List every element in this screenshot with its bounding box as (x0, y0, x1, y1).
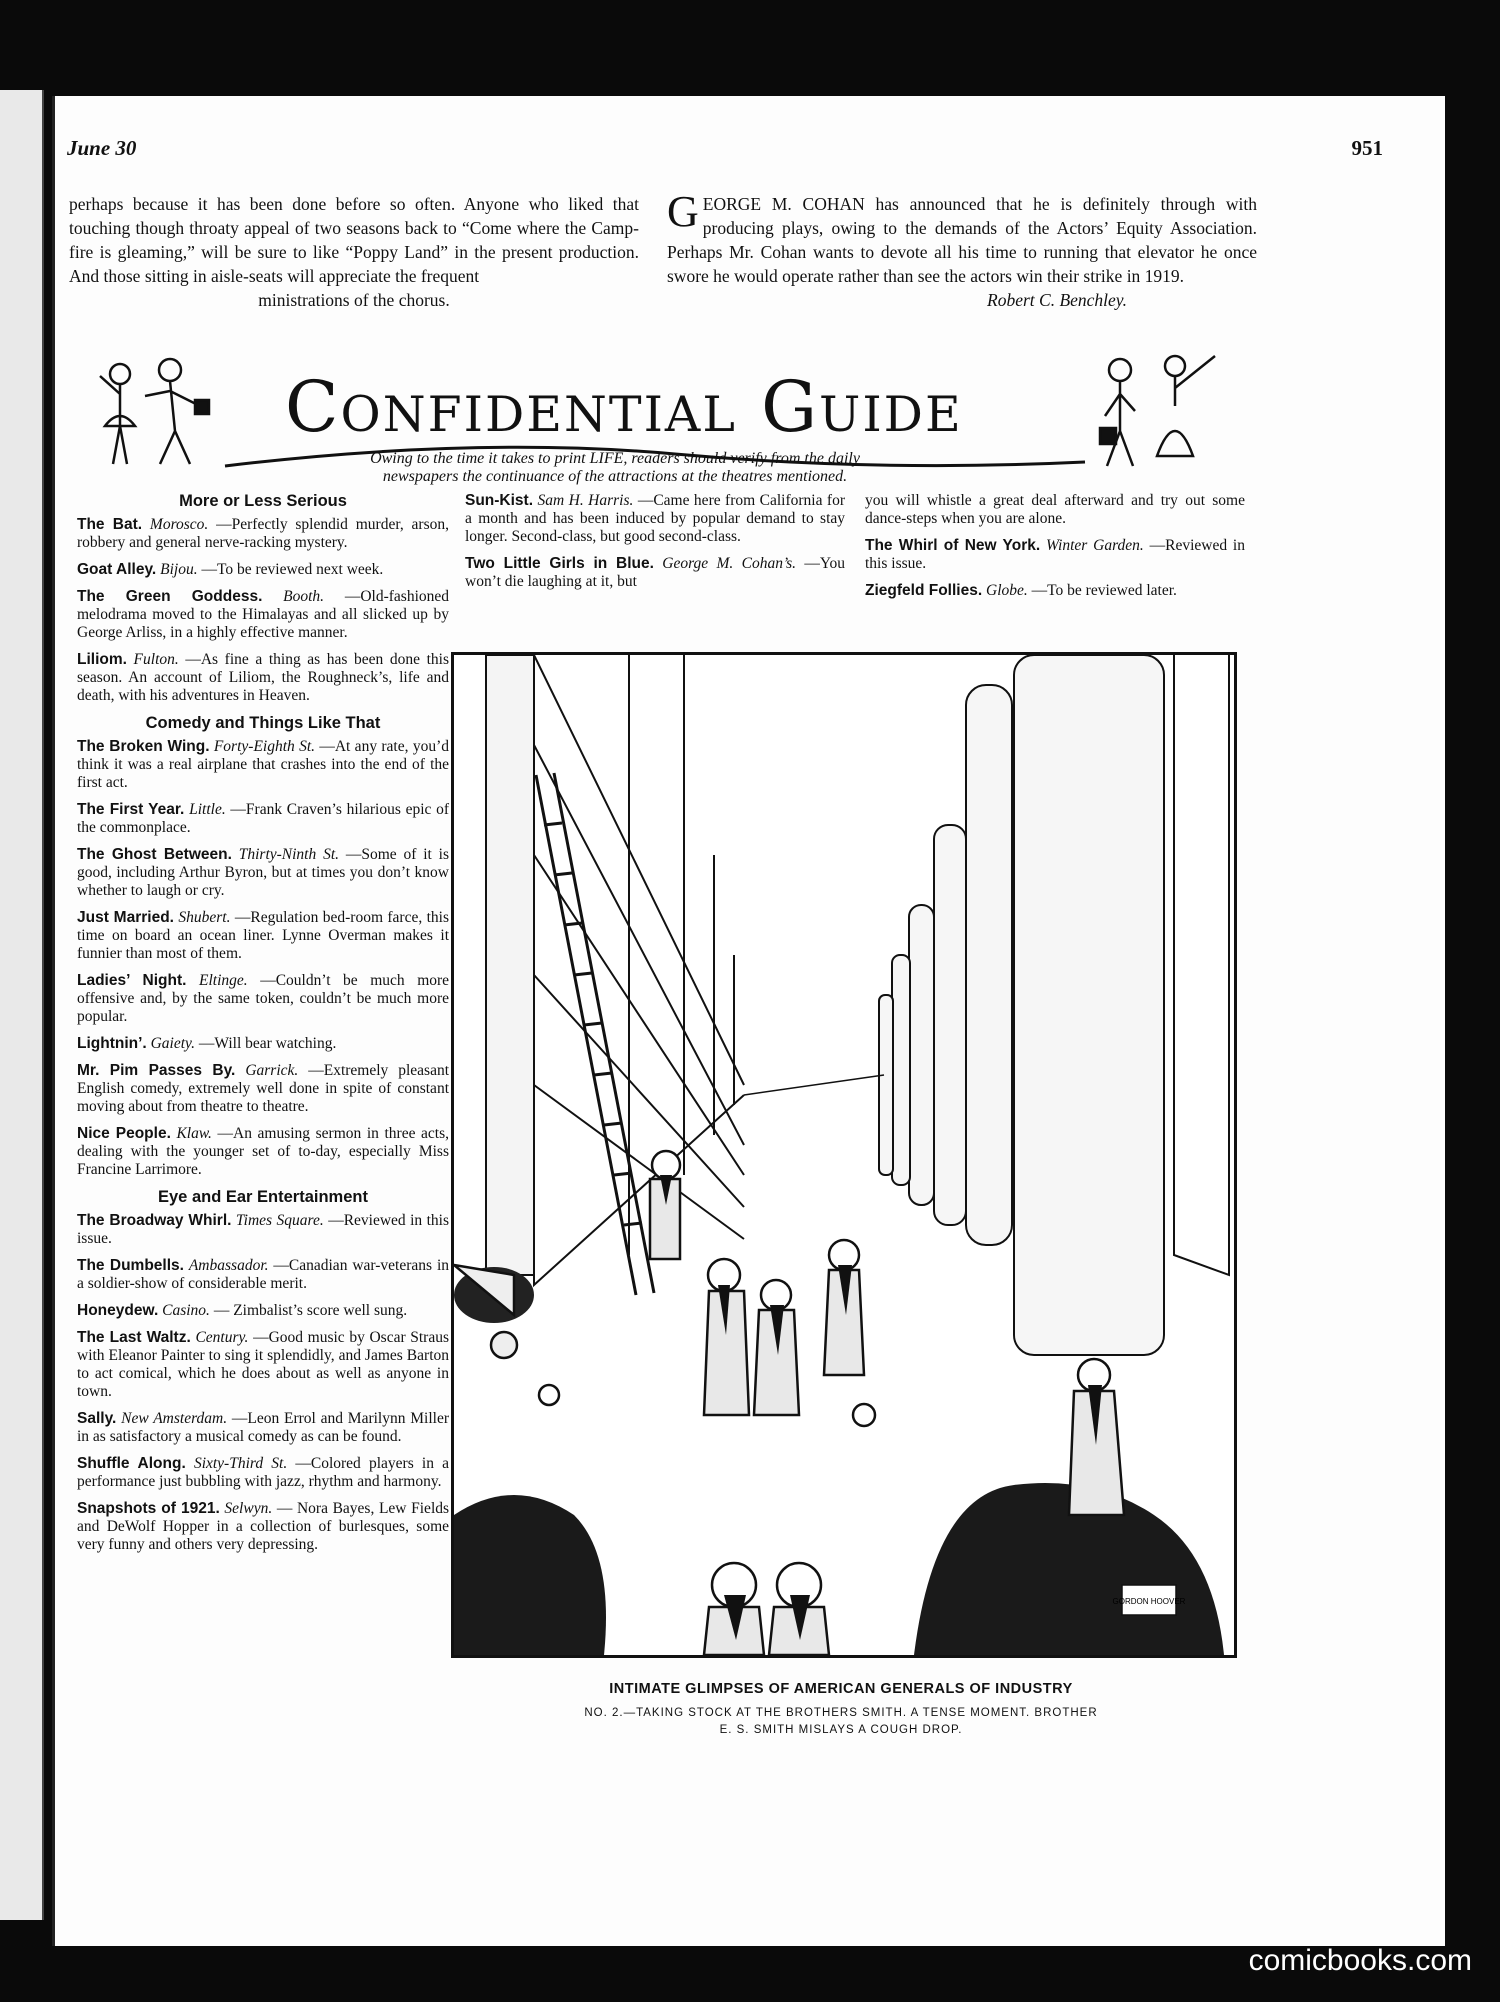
show-title: Two Little Girls in Blue. (465, 555, 654, 572)
listings-middle-column (465, 492, 845, 600)
cartoon-illustration (451, 652, 1237, 1658)
listing-entry (865, 492, 1245, 528)
caption-line-1: NO. 2.—TAKING STOCK AT THE BROTHERS SMITH. A TENSE MOMENT. BROTHER (584, 1707, 1098, 1719)
show-title: Ziegfeld Follies. (865, 582, 983, 599)
theatre-name: Winter Garden. (1045, 537, 1144, 554)
listing-entry (77, 846, 449, 900)
listing-description: —An amusing sermon in three acts, dealing with the younger set of to-day, especially Miss Francine Larrimore. (77, 1125, 450, 1178)
listing-entry (865, 582, 1245, 600)
listing-description: —Good music by Oscar Straus with Eleanor Painter to sing it splendidly, and James Barton to act comical, which he does about as well as anyone in town. (77, 1329, 450, 1400)
confidential-guide-banner (75, 336, 1275, 486)
listing-description: you will whistle a great deal afterward and try out some dance-steps when you are alone. (865, 492, 1245, 527)
listing-entry (77, 1455, 449, 1491)
listing-description: — Zimbalist’s score well sung. (213, 1302, 408, 1319)
review-last-line: ministrations of the chorus. (258, 290, 450, 310)
show-title: Honeydew. (77, 1302, 159, 1319)
cohan-note (667, 187, 1257, 312)
show-title: The Dumbells. (77, 1257, 184, 1274)
listing-description: —Perfectly splendid murder, arson, robbery and general nerve-racking mystery. (77, 516, 449, 551)
show-title: The Broken Wing. (77, 738, 210, 755)
section-heading: Eye and Ear Entertainment (158, 1188, 368, 1206)
listing-entry (77, 1212, 449, 1248)
show-title: Snapshots of 1921. (77, 1500, 220, 1517)
listing-description: —To be reviewed next week. (201, 561, 384, 578)
guide-title: Confidential Guide (285, 366, 963, 448)
listing-description: —Some of it is good, including Arthur Byron, but at times you don’t know whether to laugh or cry. (77, 846, 449, 899)
listing-description: — Nora Bayes, Lew Fields and DeWolf Hopper in a collection of burlesques, some very funny and others very depressing. (77, 1500, 450, 1553)
theatre-name: Selwyn. (224, 1500, 273, 1517)
review-paragraph: perhaps because it has been done before so often. Anyone who liked that touching though throaty appeal of two seasons back to “Come where the Camp-fire is gleaming,” will be sure to like “Poppy Land” in the present production. And those sitting in aisle-seats will appreciate the frequent (69, 194, 639, 286)
show-title: Liliom. (77, 651, 127, 668)
theatre-name: Forty-Eighth St. (213, 738, 316, 755)
theatre-name: Ambassador. (188, 1257, 269, 1274)
listing-description: —Old-fashioned melodrama moved to the Himalayas and all slicked up by George Arliss, in a highly effective manner. (77, 588, 449, 641)
listing-entry (77, 1257, 449, 1293)
theatre-name: Thirty-Ninth St. (238, 846, 340, 863)
listing-description: —You won’t die laughing at it, but (465, 555, 846, 590)
review-continuation (69, 192, 639, 312)
listing-description: —Canadian war-veterans in a soldier-show of considerable merit. (77, 1257, 449, 1292)
listing-description: —As fine a thing as has been done this season. An account of Liliom, the Roughneck’s, life and death, with his adventures in Heaven. (77, 651, 449, 704)
left-couple-illustration (100, 359, 209, 464)
show-title: Just Married. (77, 909, 174, 926)
magazine-page (52, 96, 1445, 1946)
listing-description: —Colored players in a performance just bubbling with jazz, rhythm and harmony. (77, 1455, 450, 1490)
listing-entry (77, 588, 449, 642)
theatre-name: Times Square. (235, 1212, 324, 1229)
theatre-name: Gaiety. (150, 1035, 195, 1052)
right-couple-illustration (1100, 356, 1215, 466)
listing-entry (77, 651, 449, 705)
listing-entry (77, 801, 449, 837)
section-heading: Comedy and Things Like That (145, 714, 381, 732)
theatre-name: Little. (189, 801, 226, 818)
listing-entry (865, 537, 1245, 573)
listing-description: —Couldn’t be much more offensive and, by the same token, couldn’t be much more popular. (77, 972, 450, 1025)
show-title: The Green Goddess. (77, 588, 263, 605)
listing-entry (77, 1062, 449, 1116)
listing-description: —Frank Craven’s hilarious epic of the commonplace. (77, 801, 450, 836)
theatre-name: Klaw. (176, 1125, 212, 1142)
listings-left-column (77, 492, 449, 1563)
drop-cap: G (667, 187, 699, 236)
guide-subtitle: Owing to the time it takes to print LIFE, readers should verify from the daily newspapers the continuance of the attractions at the theatres mentioned. (370, 450, 860, 485)
listing-entry (77, 1035, 449, 1053)
caption-line-2: E. S. SMITH MISLAYS A COUGH DROP. (719, 1724, 963, 1736)
site-watermark: comicbooks.com (1248, 1944, 1472, 1977)
show-title: The Ghost Between. (77, 846, 232, 863)
listing-entry (77, 909, 449, 963)
theatre-name: Globe. (986, 582, 1028, 599)
theatre-name: Fulton. (133, 651, 179, 668)
listing-entry (77, 738, 449, 792)
show-title: Sally. (77, 1410, 117, 1427)
theatre-name: Sam H. Harris. (537, 492, 634, 509)
theatre-name: Morosco. (149, 516, 209, 533)
page-number: 951 (1351, 136, 1383, 160)
theatre-name: Bijou. (160, 561, 198, 578)
theatre-name: New Amsterdam. (121, 1410, 228, 1427)
listing-description: —At any rate, you’d think it was a real airplane that crashes into the end of the first act. (77, 738, 449, 791)
show-title: Mr. Pim Passes By. (77, 1062, 236, 1079)
listing-description: —Leon Errol and Marilynn Miller in as satisfactory a musical comedy as can be found. (77, 1410, 450, 1445)
show-title: The Bat. (77, 516, 143, 533)
listing-entry (77, 516, 449, 552)
cohan-paragraph: EORGE M. COHAN has announced that he is definitely through with producing plays, owing to the demands of the Actors’ Equity Association. Perhaps Mr. Cohan wants to devote all his time to running that elevator he once swore he would operate rather than see the actors win their strike in 1919. (667, 194, 1257, 286)
listing-description: —Extremely pleasant English comedy, extremely well done in spite of constant moving about from theatre to theatre. (77, 1062, 450, 1115)
listing-entry (77, 1500, 449, 1554)
cartoon-caption (451, 1681, 1231, 1739)
theatre-name: Century. (195, 1329, 249, 1346)
listing-description: —Came here from California for a month and has been induced by popular demand to stay longer. Second-class, but good second-class. (465, 492, 846, 545)
listing-description: —Reviewed in this issue. (865, 537, 1245, 572)
listings-right-column (865, 492, 1245, 609)
show-title: The Last Waltz. (77, 1329, 191, 1346)
show-title: Shuffle Along. (77, 1455, 186, 1472)
listing-description: —Regulation bed-room farce, this time on board an ocean liner. Lynne Overman makes it funnier than most of them. (77, 909, 450, 962)
theatre-name: Sixty-Third St. (193, 1455, 288, 1472)
show-title: The First Year. (77, 801, 185, 818)
listing-description: —Will bear watching. (198, 1035, 337, 1052)
author-signature: Robert C. Benchley. (987, 290, 1127, 310)
listing-entry (77, 1125, 449, 1179)
listing-entry (77, 1329, 449, 1401)
cartoon-drawing (454, 655, 1234, 1655)
show-title: Goat Alley. (77, 561, 157, 578)
theatre-name: George M. Cohan’s. (662, 555, 797, 572)
listing-description: —To be reviewed later. (1031, 582, 1177, 599)
issue-date: June 30 (67, 136, 137, 160)
listing-entry (465, 492, 845, 546)
listing-entry (77, 561, 449, 579)
listing-description: —Reviewed in this issue. (77, 1212, 450, 1247)
theatre-name: Shubert. (178, 909, 231, 926)
caption-title: INTIMATE GLIMPSES OF AMERICAN GENERALS OF INDUSTRY (609, 1681, 1073, 1697)
section-heading: More or Less Serious (179, 492, 347, 510)
listing-entry (77, 1410, 449, 1446)
show-title: The Broadway Whirl. (77, 1212, 232, 1229)
listing-entry (77, 1302, 449, 1320)
show-title: Nice People. (77, 1125, 171, 1142)
listing-entry (465, 555, 845, 591)
show-title: Ladies’ Night. (77, 972, 187, 989)
artist-signature: GORDON HOOVER (1112, 1597, 1186, 1606)
binding-edge (0, 90, 44, 1920)
theatre-name: Casino. (162, 1302, 210, 1319)
theatre-name: Booth. (283, 588, 325, 605)
listing-entry (77, 972, 449, 1026)
theatre-name: Garrick. (245, 1062, 299, 1079)
theatre-name: Eltinge. (198, 972, 248, 989)
show-title: Sun-Kist. (465, 492, 534, 509)
show-title: Lightnin’. (77, 1035, 147, 1052)
show-title: The Whirl of New York. (865, 537, 1041, 554)
